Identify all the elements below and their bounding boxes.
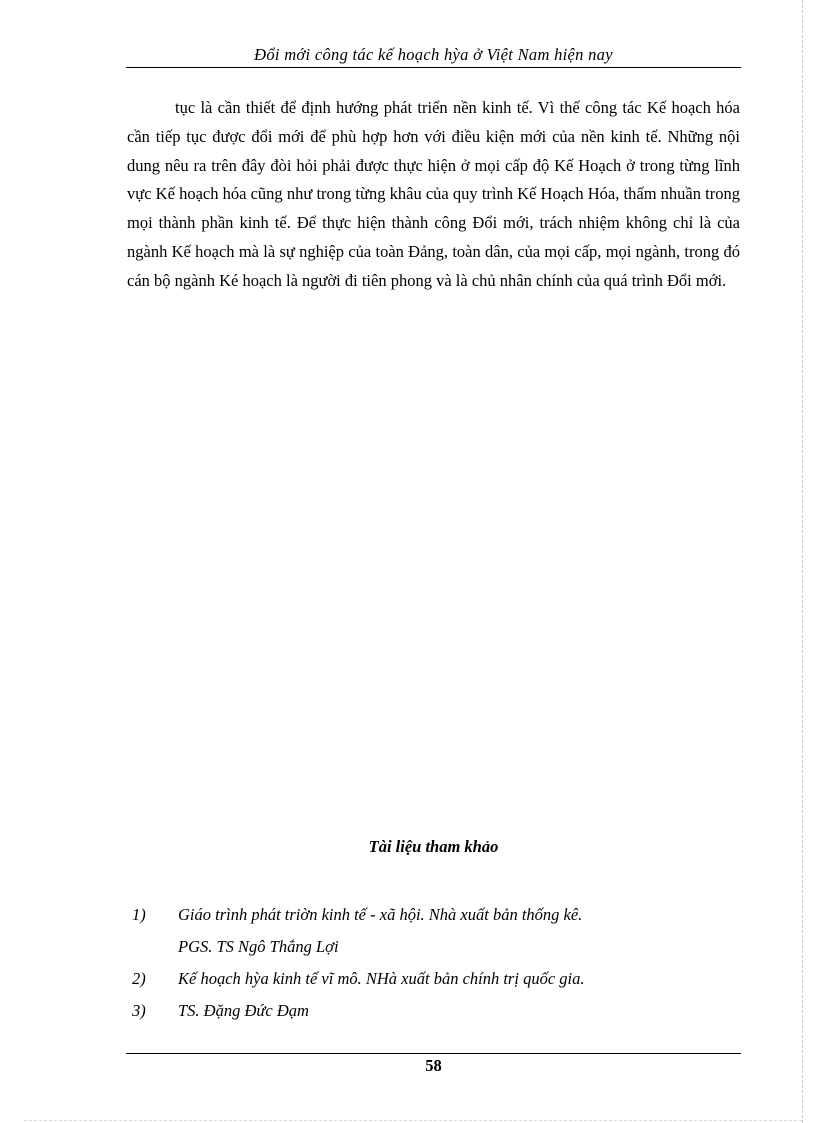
reference-item [132, 899, 742, 963]
reference-line: Giáo trình phát triờn kinh tế - xã hội. Nhà xuất bản thống kê. [178, 905, 583, 924]
reference-item [132, 995, 742, 1027]
body-paragraph: tục là cần thiết để định hướng phát triển nền kinh tế. Vì thế công tác Kế hoạch hóa cần tiếp tục được đổi mới để phù hợp hơn với điều kiện mới của nền kinh tế. Những nội dung nêu ra trên đây đòi hỏi phải được thực hiện ở mọi cấp độ Kế Hoạch ở trong từng lĩnh vực Kế hoạch hóa cũng như trong từng khâu của quy trình Kế Hoạch Hóa, thấm nhuần trong mọi thành phần kinh tế. Để thực hiện thành công Đổi mới, trách nhiệm không chỉ là của ngành Kế hoạch mà là sự nghiệp của toàn Đảng, toàn dân, của mọi cấp, mọi ngành, trong đó cán bộ ngành Ké hoạch là người đi tiên phong và là chủ nhân chính của quá trình Đổi mới. [127, 98, 740, 290]
page-number: 58 [425, 1056, 442, 1075]
references-list [132, 899, 742, 1027]
reference-text [178, 963, 742, 995]
reference-line: TS. Đặng Đức Đạm [178, 1001, 309, 1020]
running-header: Đổi mới công tác kế hoạch hỳa ở Việt Nam hiện nay [254, 45, 613, 64]
reference-number: 1) [132, 905, 146, 924]
footer-divider [126, 1053, 741, 1054]
reference-number: 2) [132, 969, 146, 988]
page-edge-bottom [24, 1120, 802, 1121]
reference-line: Kế hoạch hỳa kinh tế vĩ mô. NHà xuất bản chính trị quốc gia. [178, 969, 585, 988]
page-edge-right [802, 0, 803, 1123]
reference-number: 3) [132, 1001, 146, 1020]
reference-line: PGS. TS Ngô Thắng Lợi [178, 937, 339, 956]
references-heading: Tài liệu tham khảo [368, 837, 499, 856]
header-divider [126, 67, 741, 68]
reference-text [178, 995, 742, 1027]
reference-item [132, 963, 742, 995]
reference-text [178, 899, 742, 963]
body-text [127, 94, 740, 296]
